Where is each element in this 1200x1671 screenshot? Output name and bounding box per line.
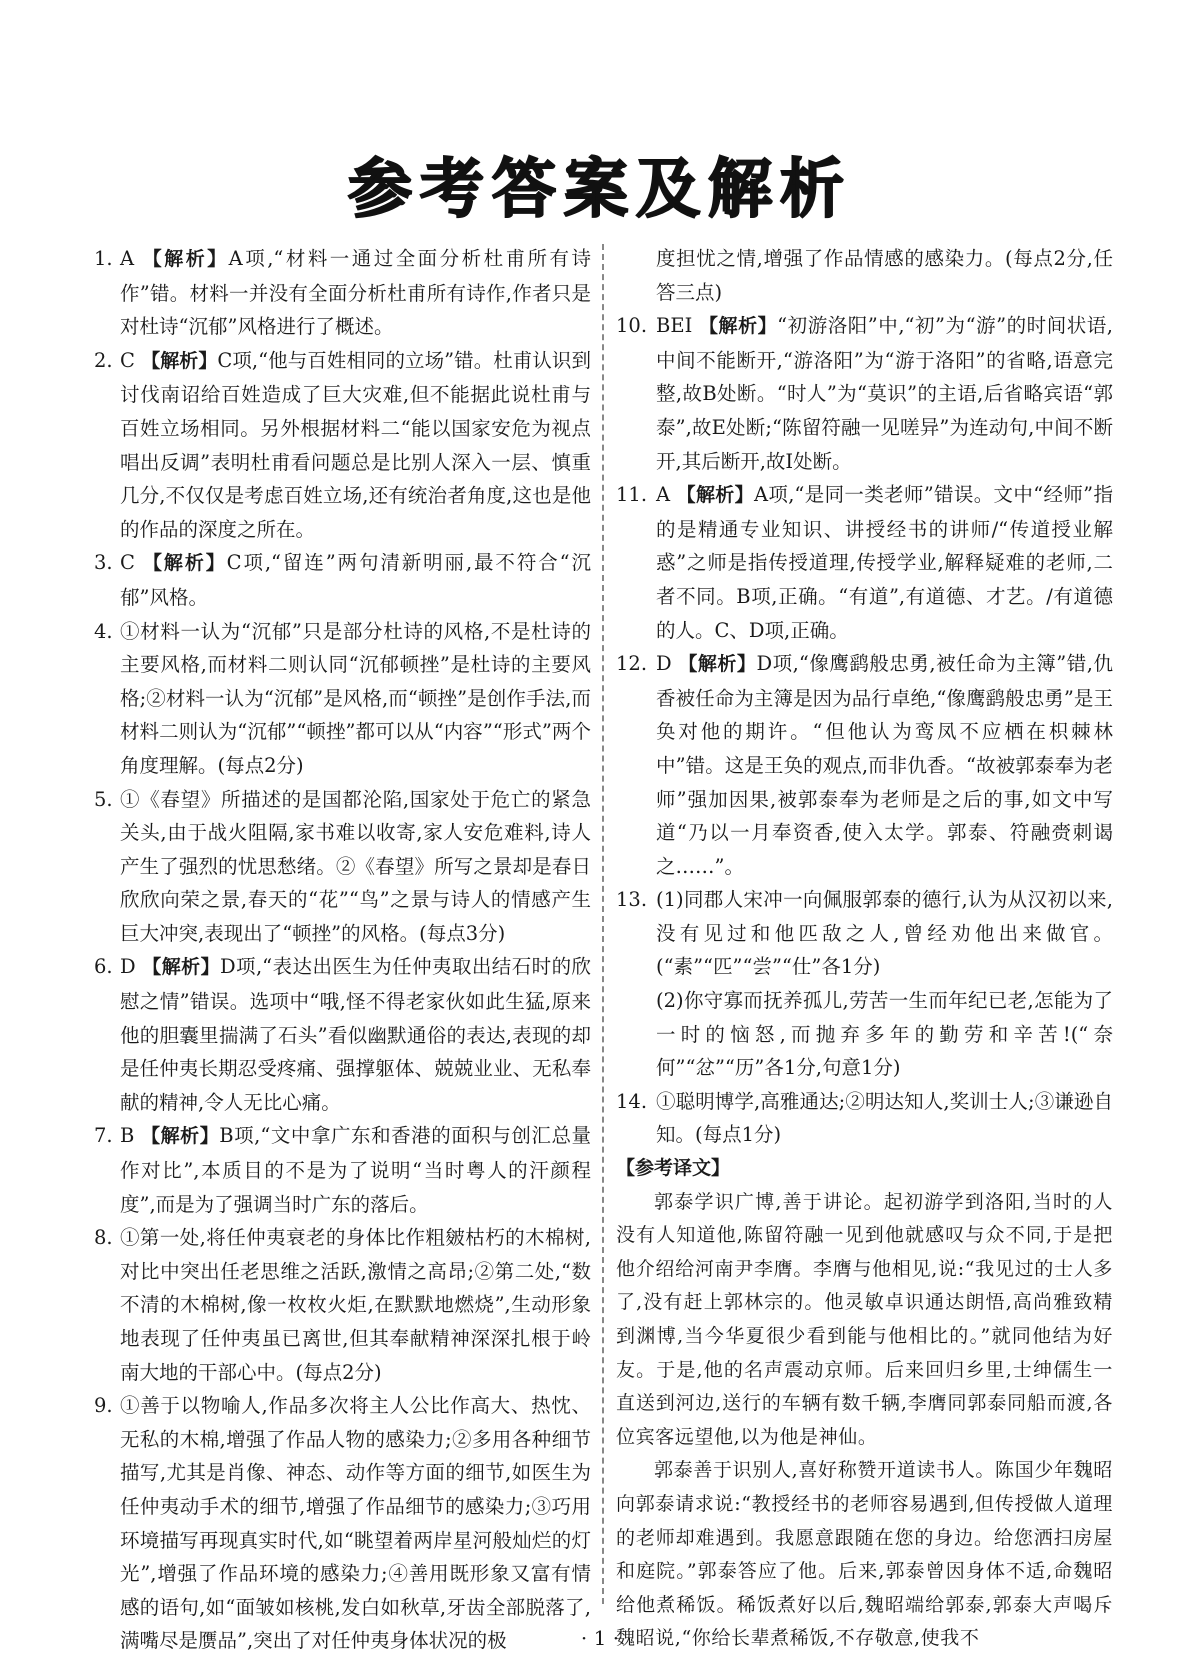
translation-heading: 【参考译文】: [616, 1157, 731, 1180]
answer-number: 4.: [94, 619, 113, 643]
answer-choice: C: [120, 348, 135, 372]
answer-item-13: [616, 883, 1113, 1085]
answer-item: [94, 546, 591, 614]
answer-text: ①聪明博学,高雅通达;②明达知人,奖训士人;③谦逊自知。(每点1分): [656, 1089, 1113, 1147]
answer-choice: D: [656, 652, 672, 676]
answer-item: [616, 478, 1113, 647]
answer-text: A项,“是同一类老师”错误。文中“经师”指的是精通专业知识、讲授经书的讲师/“传道授业解惑”之师是指传授道理,传授学业,解释疑难的老师,二者不同。B项,正确。“有道”,有道德、才艺。/有道德的人。C、D项,正确。: [656, 483, 1113, 642]
answer-text: ①材料一认为“沉郁”只是部分杜诗的风格,不是杜诗的主要风格,而材料二则认同“沉郁顿挫”是杜诗的主要风格;②材料一认为“沉郁”是风格,而“顿挫”是创作手法,而材料二则认为“沉郁”“顿挫”都可以从“内容”“形式”两个角度理解。(每点2分): [120, 619, 591, 777]
q9-continuation: 度担忧之情,增强了作品情感的感染力。(每点2分,任答三点): [656, 247, 1113, 304]
answer-item: [94, 950, 591, 1119]
answer-number: 13.: [616, 888, 648, 912]
page-title: 参考答案及解析: [348, 153, 852, 227]
answer-item: [94, 242, 591, 344]
answer-text: D项,“像鹰鹞般忠勇,被任命为主簿”错,仇香被任命为主簿是因为品行卓绝,“像鹰鹞般忠勇”是王奂对他的期许。“但他认为鸾凤不应栖在枳棘林中”错。这是王奂的观点,而非仇香。“故被郭泰奉为老师”强加因果,被郭泰奉为老师是之后的事,如文中写道“乃以一月奉资香,使入太学。郭泰、符融赍刺谒之……”。: [656, 652, 1113, 878]
answer-text: C项,“他与百姓相同的立场”错。杜甫认识到讨伐南诏给百姓造成了巨大灾难,但不能据此说杜甫与百姓立场相同。另外根据材料二“能以国家安危为视点唱出反调”表明杜甫看问题总是比别人深入一层、慎重几分,不仅仅是考虑百姓立场,还有统治者角度,这也是他的作品的深度之所在。: [120, 348, 591, 541]
analysis-tag: 【解析】: [141, 1125, 220, 1148]
answer-item: [94, 615, 591, 783]
answer-item: [94, 783, 591, 951]
analysis-tag: 【解析】: [142, 956, 220, 979]
answer-text: C项,“留连”两句清新明丽,最不符合“沉郁”风格。: [120, 551, 591, 609]
answer-item: [94, 1119, 591, 1221]
answer-number: 11.: [616, 483, 648, 507]
answer-item: [616, 309, 1113, 478]
answer-choice: B: [120, 1124, 135, 1148]
analysis-tag: 【解析】: [699, 315, 778, 338]
analysis-tag: 【解析】: [142, 248, 229, 270]
left-column: [94, 242, 591, 1658]
answer-number: 9.: [94, 1394, 113, 1418]
answer-item-14: [616, 1085, 1113, 1152]
answer-item: [94, 1389, 591, 1658]
answer-number: 10.: [616, 314, 648, 338]
analysis-tag: 【解析】: [678, 653, 757, 676]
answer-choice: C: [120, 551, 135, 575]
answer-choice: A: [120, 247, 135, 270]
answer-text: A项,“材料一通过全面分析杜甫所有诗作”错。材料一并没有全面分析杜甫所有诗作,作者只是对杜诗“沉郁”风格进行了概述。: [120, 247, 591, 339]
answer-number: 6.: [94, 955, 113, 979]
analysis-tag: 【解析】: [141, 349, 218, 372]
answer-number: 3.: [94, 551, 113, 575]
right-column: [616, 242, 1113, 1656]
page-number: · 1 ·: [580, 1626, 620, 1650]
answer-number: 8.: [94, 1226, 113, 1250]
q13-part2: (2)你守寡而抚养孤儿,劳苦一生而年纪已老,怎能为了一时的恼怒,而抛弃多年的勤劳和辛苦!(“奈何”“忿”“历”各1分,句意1分): [656, 989, 1113, 1080]
answer-number: 1.: [94, 247, 113, 270]
answer-number: 2.: [94, 348, 113, 372]
answer-text: ①第一处,将任仲夷衰老的身体比作粗皴枯朽的木棉树,对比中突出任老思维之活跃,激情之高昂;②第二处,“数不清的木棉树,像一枚枚火炬,在默默地燃烧”,生动形象地表现了任仲夷虽已离世,但其奉献精神深深扎根于岭南大地的干部心中。(每点2分): [120, 1226, 591, 1384]
answer-item: [94, 1221, 591, 1389]
analysis-tag: 【解析】: [143, 552, 227, 575]
answer-text: ①《春望》所描述的是国都沦陷,国家处于危亡的紧急关头,由于战火阻隔,家书难以收寄,家人安危难料,诗人产生了强烈的忧思愁绪。②《春望》所写之景却是春日欣欣向荣之景,春天的“花”“鸟”之景与诗人的情感产生巨大冲突,表现出了“顿挫”的风格。(每点3分): [120, 787, 591, 945]
answer-number: 7.: [94, 1124, 113, 1148]
q13-part1: (1)同郡人宋冲一向佩服郭泰的德行,认为从汉初以来,没有见过和他匹敌之人,曾经劝他出来做官。(“素”“匹”“尝”“仕”各1分): [656, 888, 1113, 979]
answer-item: [616, 647, 1113, 883]
answer-choice: A: [656, 483, 671, 507]
answer-text: B项,“文中拿广东和香港的面积与创汇总量作对比”,本质目的不是为了说明“当时粤人的汗颜程度”,而是为了强调当时广东的落后。: [120, 1124, 591, 1216]
answer-text: “初游洛阳”中,“初”为“游”的时间状语,中间不能断开,“游洛阳”为“游于洛阳”的省略,语意完整,故B处断。“时人”为“莫识”的主语,后省略宾语“郭泰”,故E处断;“陈留符融一见嗟异”为连动句,中间不断开,其后断开,故I处断。: [656, 314, 1113, 473]
answer-number: 14.: [616, 1089, 648, 1113]
answer-choice: BEI: [656, 314, 693, 338]
answer-number: 5.: [94, 787, 113, 811]
answer-item: [94, 344, 591, 547]
column-divider: [602, 244, 604, 1604]
translation-paragraph-2: 郭泰善于识别人,喜好称赞开道读书人。陈国少年魏昭向郭泰请求说:“教授经书的老师容易遇到,但传授做人道理的老师却难遇到。我愿意跟随在您的身边。给您洒扫房屋和庭院。”郭泰答应了他。后来,郭泰曾因身体不适,命魏昭给他煮稀饭。稀饭煮好以后,魏昭端给郭泰,郭泰大声喝斥魏昭说,“你给长辈煮稀饭,不存敬意,使我不: [616, 1459, 1113, 1650]
answer-text: D项,“表达出医生为任仲夷取出结石时的欣慰之情”错误。选项中“哦,怪不得老家伙如此生猛,原来他的胆囊里揣满了石头”看似幽默通俗的表达,表现的却是任仲夷长期忍受疼痛、强撑躯体、兢兢业业、无私奉献的精神,令人无比心痛。: [120, 955, 591, 1114]
answer-choice: D: [120, 955, 136, 979]
answer-number: 12.: [616, 652, 648, 676]
analysis-tag: 【解析】: [676, 484, 754, 507]
translation-paragraph-1: 郭泰学识广博,善于讲论。起初游学到洛阳,当时的人没有人知道他,陈留符融一见到他就感叹与众不同,于是把他介绍给河南尹李膺。李膺与他相见,说:“我见过的士人多了,没有赶上郭林宗的。他灵敏卓识通达朗悟,高尚雅致精到渊博,当今华夏很少看到能与他相比的。”就同他结为好友。于是,他的名声震动京师。后来回归乡里,士绅儒生一直送到河边,送行的车辆有数千辆,李膺同郭泰同船而渡,各位宾客远望他,以为他是神仙。: [616, 1190, 1113, 1448]
answer-text: ①善于以物喻人,作品多次将主人公比作高大、热忱、无私的木棉,增强了作品人物的感染力;②多用各种细节描写,尤其是肖像、神态、动作等方面的细节,如医生为任仲夷动手术的细节,增强了作品细节的感染力;③巧用环境描写再现真实时代,如“眺望着两岸星河般灿烂的灯光”,增强了作品环境的感染力;④善用既形象又富有情感的语句,如“面皱如核桃,发白如秋草,牙齿全部脱落了,满嘴尽是赝品”,突出了对任仲夷身体状况的极: [120, 1394, 591, 1653]
